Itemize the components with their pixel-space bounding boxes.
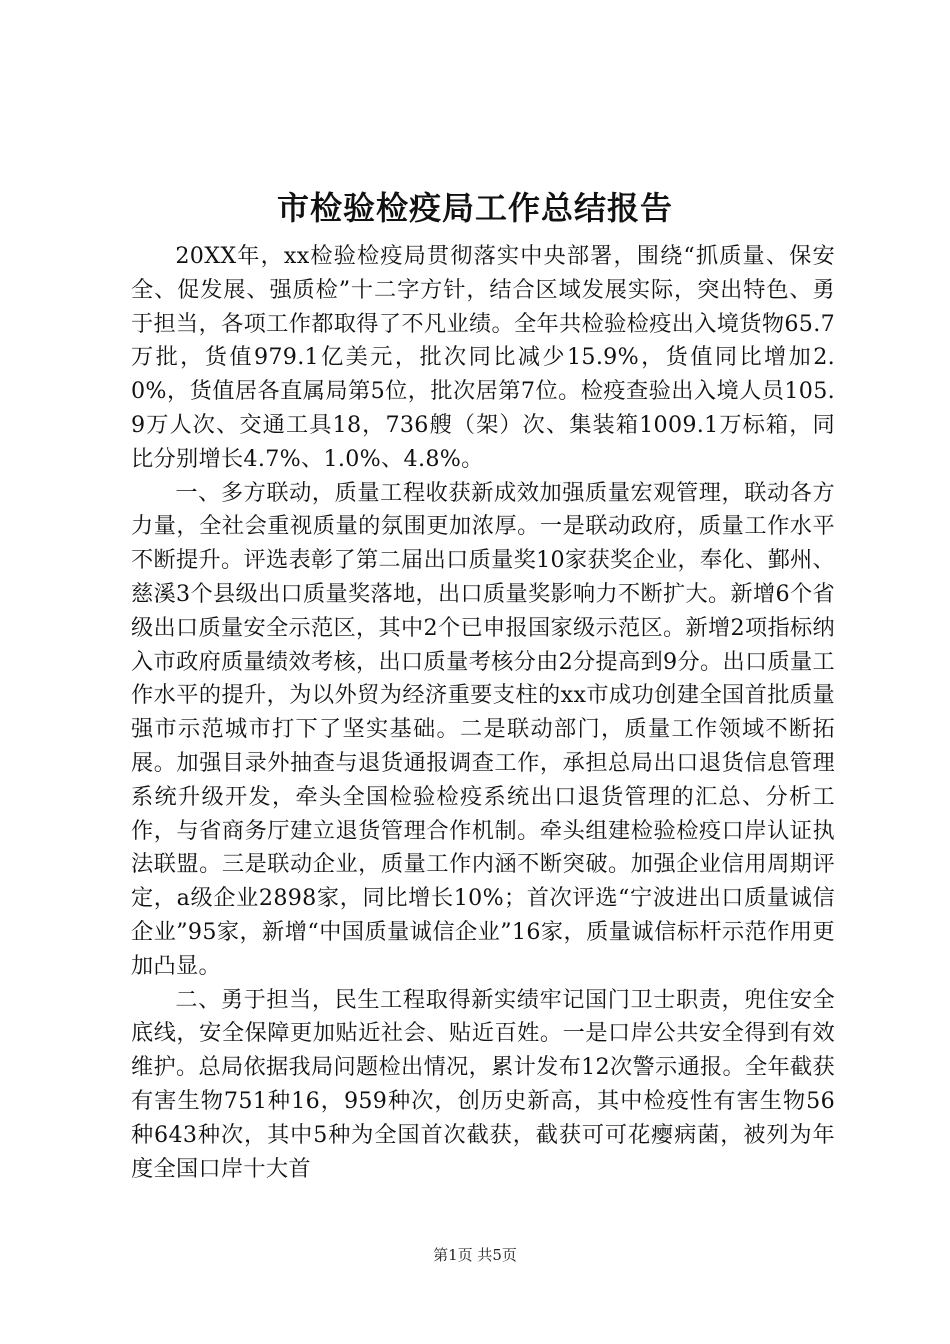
paragraph-section-two: 二、勇于担当，民生工程取得新实绩牢记国门卫士职责，兜住安全底线，安全保障更加贴近社会、贴近百姓。一是口岸公共安全得到有效维护。总局依据我局问题检出情况，累计发布12次警示通报。全年截获有害生物751种16，959种次，创历史新高，其中检疫性有害生物56种643种次，其中5种为全国首次截获，截获可可花瘿病菌，被列为年度全国口岸十大首	[131, 986, 835, 1182]
page-footer: 第1页 共5页	[433, 1246, 517, 1264]
document-body	[131, 240, 835, 1186]
paragraph-section-one: 一、多方联动，质量工程收获新成效加强质量宏观管理，联动各方力量，全社会重视质量的氛围更加浓厚。一是联动政府，质量工作水平不断提升。评选表彰了第二届出口质量奖10家获奖企业，奉化、鄞州、慈溪3个县级出口质量奖落地，出口质量奖影响力不断扩大。新增6个省级出口质量安全示范区，其中2个已申报国家级示范区。新增2项指标纳入市政府质量绩效考核，出口质量考核分由2分提高到9分。出口质量工作水平的提升，为以外贸为经济重要支柱的xx市成功创建全国首批质量强市示范城市打下了坚实基础。二是联动部门，质量工作领域不断拓展。加强目录外抽查与退货通报调查工作，承担总局出口退货信息管理系统升级开发，牵头全国检验检疫系统出口退货管理的汇总、分析工作，与省商务厅建立退货管理合作机制。牵头组建检验检疫口岸认证执法联盟。三是联动企业，质量工作内涵不断突破。加强企业信用周期评定，a级企业2898家，同比增长10%；首次评选“宁波进出口质量诚信企业”95家，新增“中国质量诚信企业”16家，质量诚信标杆示范作用更加凸显。	[131, 479, 835, 979]
document-title: 市检验检疫局工作总结报告	[276, 189, 673, 227]
paragraph-intro: 20XX年，xx检验检疫局贯彻落实中央部署，围绕“抓质量、保安全、促发展、强质检”十二字方针，结合区域发展实际，突出特色、勇于担当，各项工作都取得了不凡业绩。全年共检验检疫出入境货物65.7万批，货值979.1亿美元，批次同比减少15.9%，货值同比增加2.0%，货值居各直属局第5位，批次居第7位。检疫查验出入境人员105.9万人次、交通工具18，736艘（架）次、集装箱1009.1万标箱，同比分别增长4.7%、1.0%、4.8%。	[131, 243, 835, 472]
